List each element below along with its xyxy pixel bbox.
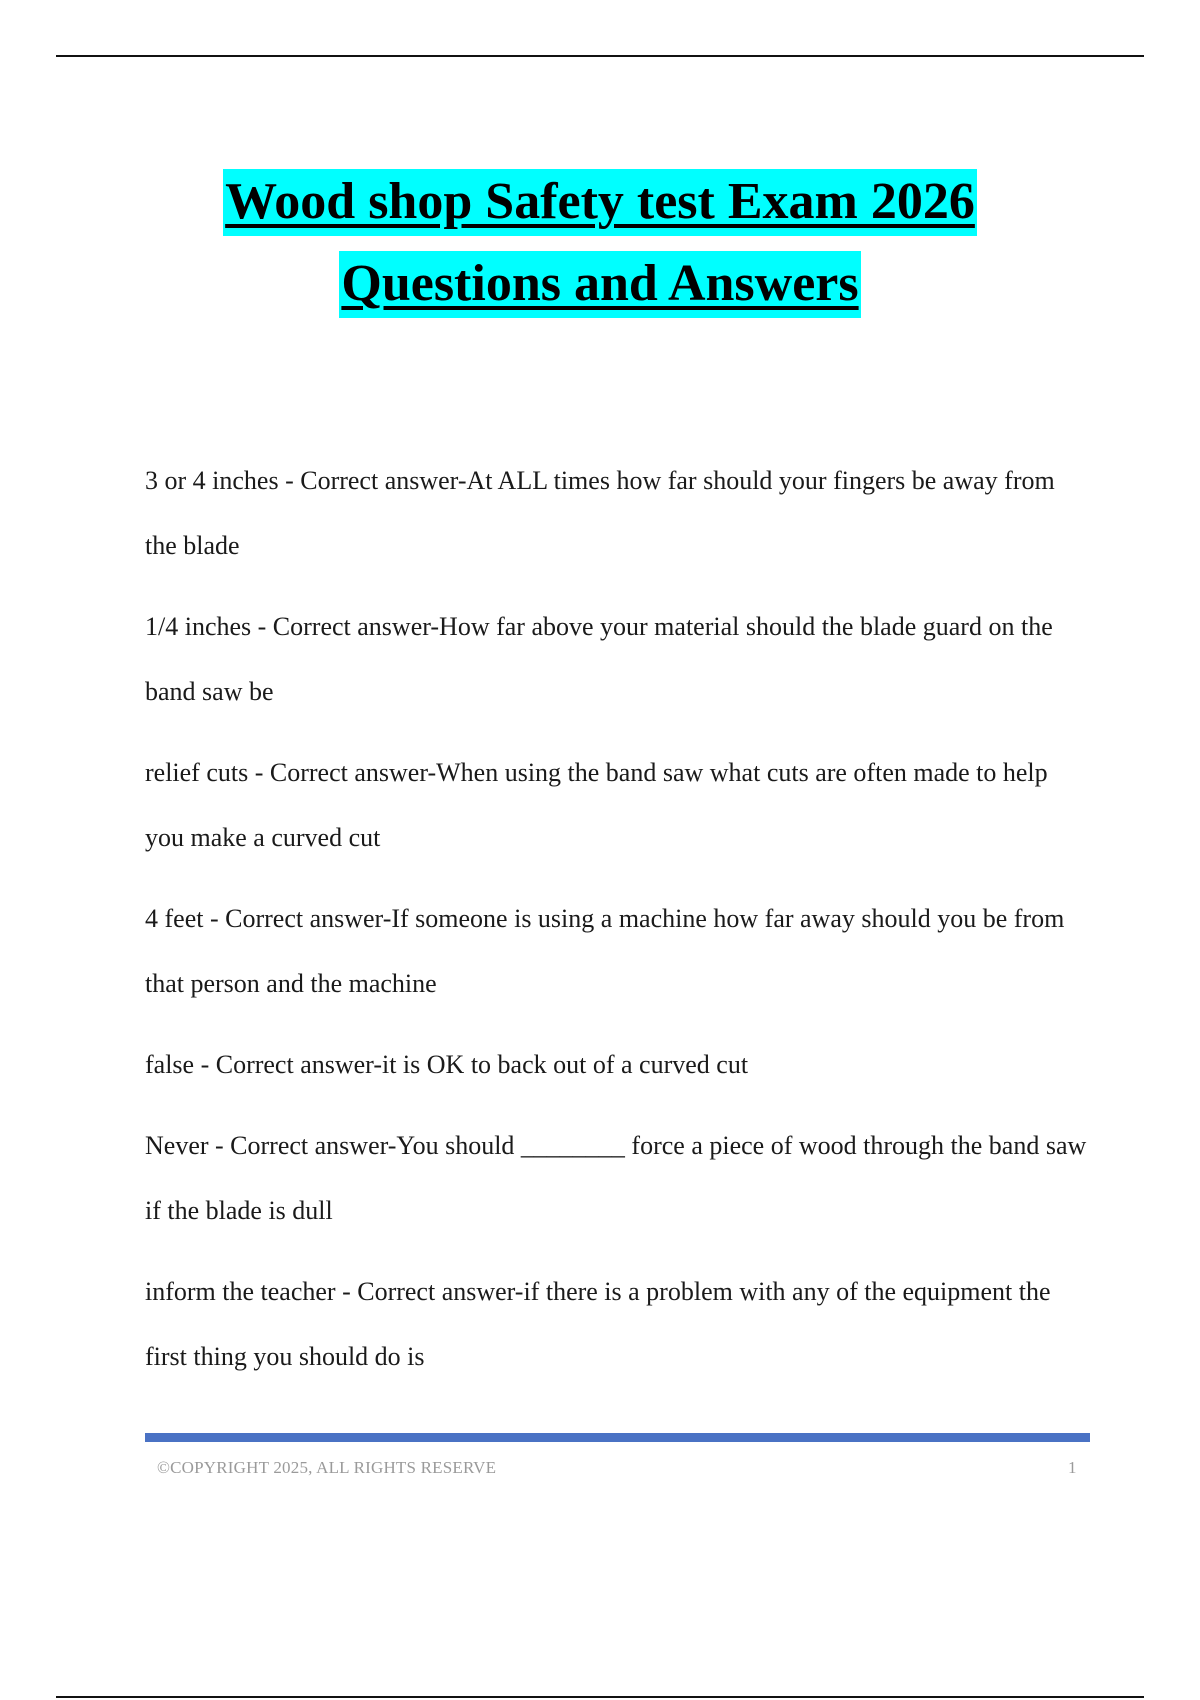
footer-copyright: ©COPYRIGHT 2025, ALL RIGHTS RESERVE <box>157 1458 497 1477</box>
document-title <box>0 173 1200 312</box>
header-rule <box>56 55 1144 57</box>
qa-item: 1/4 inches - Correct answer-How far above your material should the blade guard on the band saw be <box>145 612 1053 706</box>
title-line-1 <box>0 173 1200 230</box>
qa-list <box>145 448 1090 1405</box>
footer-bar <box>145 1433 1090 1442</box>
qa-item: relief cuts - Correct answer-When using the band saw what cuts are often made to help you make a curved cut <box>145 758 1048 852</box>
page-bottom-rule <box>56 1696 1144 1698</box>
page-number: 1 <box>1068 1458 1077 1477</box>
qa-item: 3 or 4 inches - Correct answer-At ALL times how far should your fingers be away from the blade <box>145 466 1055 560</box>
title-text-1: Wood shop Safety test Exam 2026 <box>223 169 977 236</box>
title-text-2: Questions and Answers <box>339 251 860 318</box>
qa-item: Never - Correct answer-You should ________ force a piece of wood through the band saw if the blade is dull <box>145 1131 1087 1225</box>
qa-item: 4 feet - Correct answer-If someone is using a machine how far away should you be from that person and the machine <box>145 904 1065 998</box>
qa-item: inform the teacher - Correct answer-if there is a problem with any of the equipment the first thing you should do is <box>145 1277 1051 1371</box>
title-line-2 <box>0 255 1200 312</box>
qa-item: false - Correct answer-it is OK to back out of a curved cut <box>145 1050 749 1079</box>
